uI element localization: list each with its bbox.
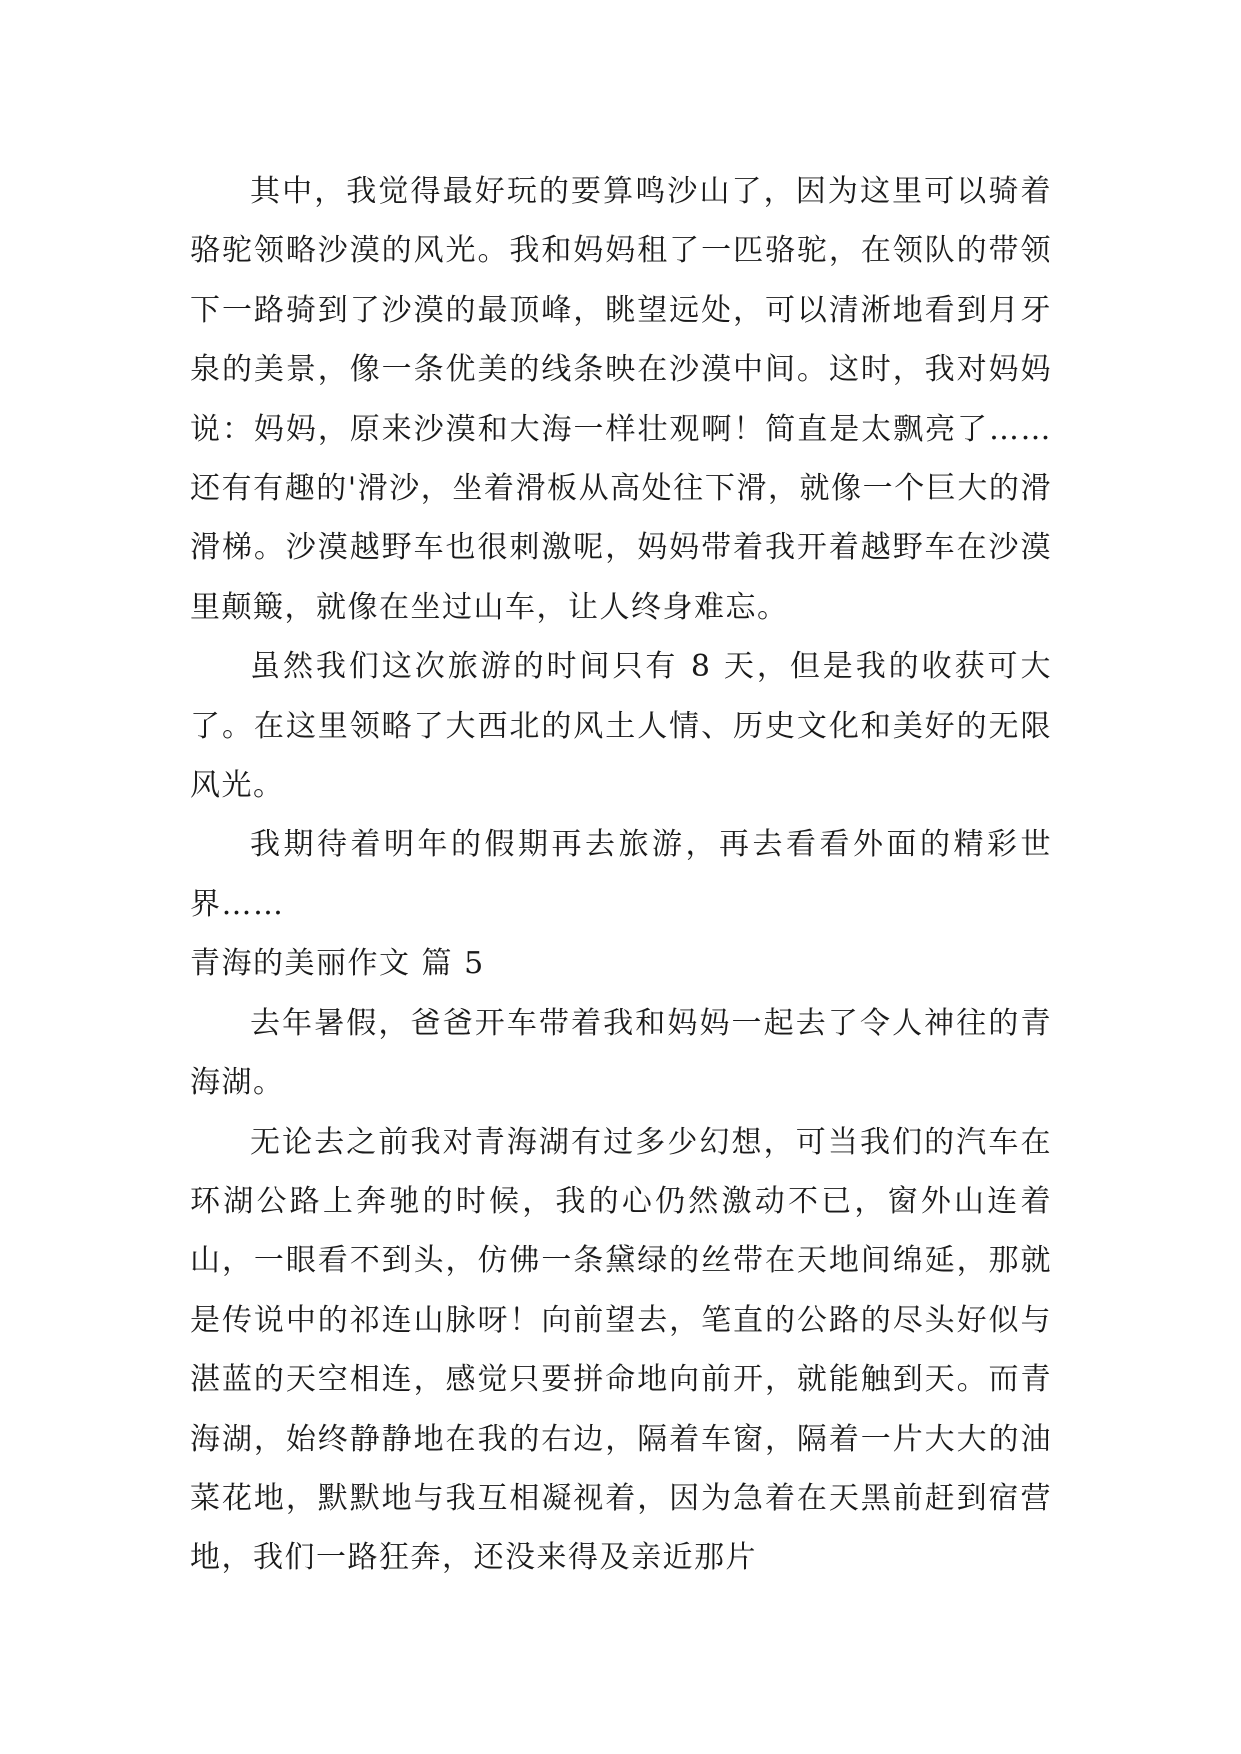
paragraph-next-holiday: 我期待着明年的假期再去旅游，再去看看外面的精彩世界…… <box>190 827 1052 922</box>
paragraph-qinghai-lake: 无论去之前我对青海湖有过多少幻想，可当我们的汽车在环湖公路上奔驰的时候，我的心仍然激动不已，窗外山连着山，一眼看不到头，仿佛一条黛绿的丝带在天地间绵延，那就是传说中的祁连山脉呀！向前望去，笔直的公路的尽头好似与湛蓝的天空相连，感觉只要拼命地向前开，就能触到天。而青海湖，始终静静地在我的右边，隔着车窗，隔着一片大大的油菜花地，默默地与我互相凝视着，因为急着在天黑前赶到宿营地，我们一路狂奔，还没来得及亲近那片 <box>190 1124 1052 1576</box>
essay-heading: 青海的美丽作文 篇 5 <box>190 946 485 982</box>
paragraph-summer-trip: 去年暑假，爸爸开车带着我和妈妈一起去了令人神往的青海湖。 <box>190 1005 1052 1101</box>
paragraph-trip-harvest: 虽然我们这次旅游的时间只有 8 天，但是我的收获可大了。在这里领略了大西北的风土人情、历史文化和美好的无限风光。 <box>190 649 1052 804</box>
document-body <box>190 162 1052 1588</box>
paragraph-mingsha-mountain: 其中，我觉得最好玩的要算鸣沙山了，因为这里可以骑着骆驼领略沙漠的风光。我和妈妈租了一匹骆驼，在领队的带领下一路骑到了沙漠的最顶峰，眺望远处，可以清淅地看到月牙泉的美景，像一条优美的线条映在沙漠中间。这时，我对妈妈说：妈妈，原来沙漠和大海一样壮观啊！简直是太飘亮了……还有有趣的'滑沙，坐着滑板从高处往下滑，就像一个巨大的滑滑梯。沙漠越野车也很刺激呢，妈妈带着我开着越野车在沙漠里颠簸，就像在坐过山车，让人终身难忘。 <box>190 174 1052 625</box>
